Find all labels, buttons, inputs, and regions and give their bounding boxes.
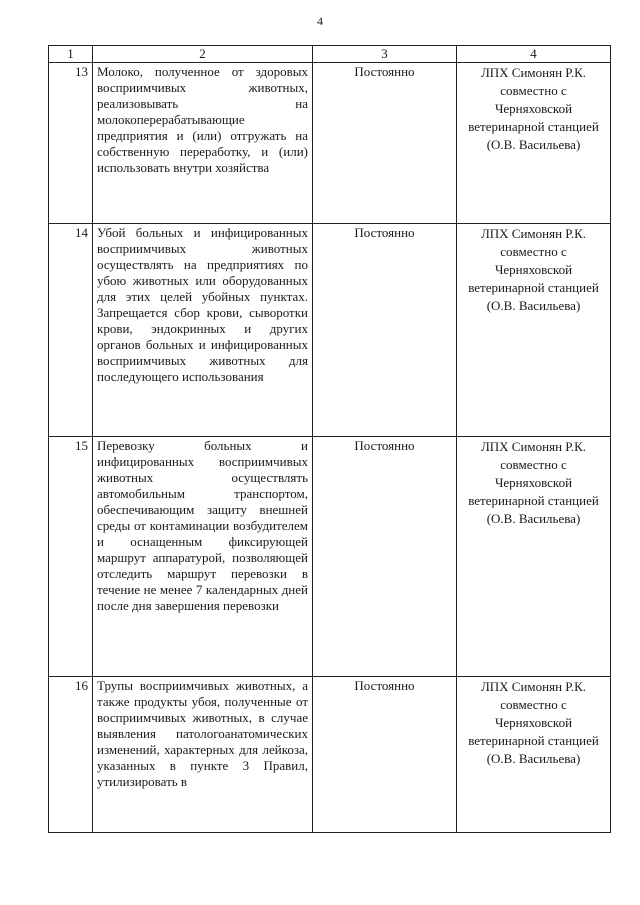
responsible-text: ЛПХ Симонян Р.К. совместно с Черняховской ветеринарной станцией (О.В. Васильева) — [457, 224, 611, 437]
measures-table — [48, 45, 611, 833]
column-header: 4 — [457, 46, 611, 63]
responsible-text: ЛПХ Симонян Р.К. совместно с Черняховской ветеринарной станцией (О.В. Васильева) — [457, 63, 611, 224]
measure-text: Убой больных и инфицированных восприимчивых животных осуществлять на предприятиях по убою животных или оборудованных для этих целей убойных пунктах. Запрещается сбор крови, сыворотки крови, эндокринных и других органов больных и инфицированных восприимчивых животных для последующего использования — [93, 224, 313, 437]
table-row — [49, 437, 611, 677]
table-row — [49, 677, 611, 833]
measure-text: Перевозку больных и инфицированных восприимчивых животных осуществлять автомобильным транспортом, обеспечивающим защиту внешней среды от контаминации возбудителем и оснащенным фиксирующей маршрут аппаратурой, позволяющей отследить маршрут перевозки в течение не менее 7 календарных дней после дня завершения перевозки — [93, 437, 313, 677]
measure-text: Трупы восприимчивых животных, а также продукты убоя, полученные от восприимчивых животных, в случае выявления патологоанатомических изменений, характерных для лейкоза, указанных в пункте 3 Правил, утилизировать в — [93, 677, 313, 833]
row-number: 16 — [49, 677, 93, 833]
column-header: 3 — [313, 46, 457, 63]
page-number: 4 — [317, 14, 323, 28]
row-number: 15 — [49, 437, 93, 677]
responsible-text: ЛПХ Симонян Р.К. совместно с Черняховской ветеринарной станцией (О.В. Васильева) — [457, 437, 611, 677]
term-text: Постоянно — [313, 677, 457, 833]
table-header-row — [49, 46, 611, 63]
term-text: Постоянно — [313, 224, 457, 437]
responsible-text: ЛПХ Симонян Р.К. совместно с Черняховской ветеринарной станцией (О.В. Васильева) — [457, 677, 611, 833]
row-number: 13 — [49, 63, 93, 224]
measure-text: Молоко, полученное от здоровых восприимчивых животных, реализовывать на молокоперерабатывающие предприятия и (или) отгружать на собственную переработку, и (или) использовать внутри хозяйства — [93, 63, 313, 224]
term-text: Постоянно — [313, 437, 457, 677]
row-number: 14 — [49, 224, 93, 437]
column-header: 2 — [93, 46, 313, 63]
table-row — [49, 224, 611, 437]
term-text: Постоянно — [313, 63, 457, 224]
column-header: 1 — [49, 46, 93, 63]
table-row — [49, 63, 611, 224]
